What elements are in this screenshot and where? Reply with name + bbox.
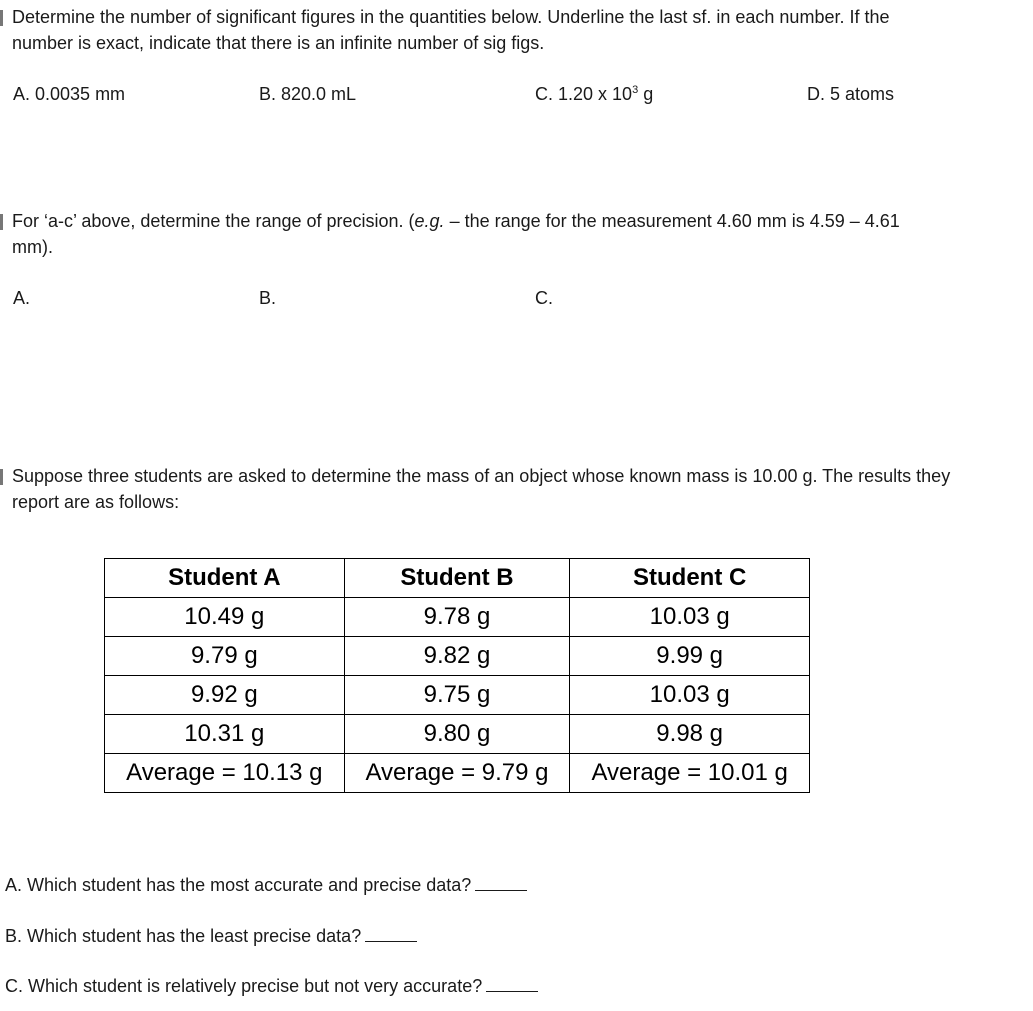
table-cell: 9.82 g	[344, 637, 570, 676]
range-c-label: C.	[535, 288, 553, 308]
header-student-c: Student C	[570, 559, 810, 598]
table-row	[105, 598, 810, 637]
header-student-b: Student B	[344, 559, 570, 598]
question-b-text: B. Which student has the least precise data?	[5, 926, 362, 946]
table-cell: 9.79 g	[105, 637, 345, 676]
choice-c-mantissa: C. 1.20 x 10	[535, 84, 633, 104]
range-b-label: B.	[259, 288, 277, 308]
list-marker	[0, 469, 3, 485]
section2-text-start: For ‘a-c’ above, determine the range of precision. (	[12, 211, 415, 231]
table-cell: 9.80 g	[344, 715, 570, 754]
average-student-b: Average = 9.79 g	[344, 754, 570, 793]
table-cell: 9.98 g	[570, 715, 810, 754]
table-cell: 10.03 g	[570, 676, 810, 715]
table-cell: 10.31 g	[105, 715, 345, 754]
range-a-label: A.	[13, 288, 31, 308]
table-row	[105, 715, 810, 754]
question-a	[5, 872, 527, 898]
question-a-text: A. Which student has the most accurate and precise data?	[5, 875, 472, 895]
question-c	[5, 973, 538, 999]
question-b	[5, 923, 417, 949]
section2-instructions-line2: mm).	[12, 237, 53, 257]
header-student-a: Student A	[105, 559, 345, 598]
table-cell: 9.92 g	[105, 676, 345, 715]
choice-a-quantity: A. 0.0035 mm	[13, 84, 126, 104]
section3-instructions-line1: Suppose three students are asked to determine the mass of an object whose known mass is 10.00 g. The results they	[12, 466, 951, 486]
table-cell: 9.99 g	[570, 637, 810, 676]
list-marker	[0, 10, 3, 26]
table-cell: 10.49 g	[105, 598, 345, 637]
choice-b-quantity: B. 820.0 mL	[259, 84, 357, 104]
section2-eg: e.g.	[414, 211, 445, 231]
section2-instructions-line1	[12, 208, 900, 234]
section1-instructions-line1: Determine the number of significant figures in the quantities below. Underline the last sf. in each number. If the	[12, 7, 890, 27]
choice-c-unit: g	[638, 84, 654, 104]
answer-blank-c[interactable]	[486, 973, 538, 992]
choice-d-quantity: D. 5 atoms	[807, 84, 895, 104]
table-row	[105, 676, 810, 715]
section1-instructions-line2: number is exact, indicate that there is an infinite number of sig figs.	[12, 33, 545, 53]
average-student-a: Average = 10.13 g	[105, 754, 345, 793]
table-header-row	[105, 559, 810, 598]
average-row	[105, 754, 810, 793]
table-cell: 9.75 g	[344, 676, 570, 715]
section3-instructions-line2: report are as follows:	[12, 492, 180, 512]
table-cell: 10.03 g	[570, 598, 810, 637]
table-cell: 9.78 g	[344, 598, 570, 637]
average-student-c: Average = 10.01 g	[570, 754, 810, 793]
answer-blank-a[interactable]	[475, 872, 527, 891]
answer-blank-b[interactable]	[365, 923, 417, 942]
list-marker	[0, 214, 3, 230]
section2-text-rest: – the range for the measurement 4.60 mm is 4.59 – 4.61	[444, 211, 900, 231]
choice-c-quantity	[535, 81, 653, 107]
choice-c-exponent: 3	[632, 84, 639, 96]
table-row	[105, 637, 810, 676]
question-c-text: C. Which student is relatively precise but not very accurate?	[5, 976, 483, 996]
mass-results-table	[104, 558, 810, 793]
